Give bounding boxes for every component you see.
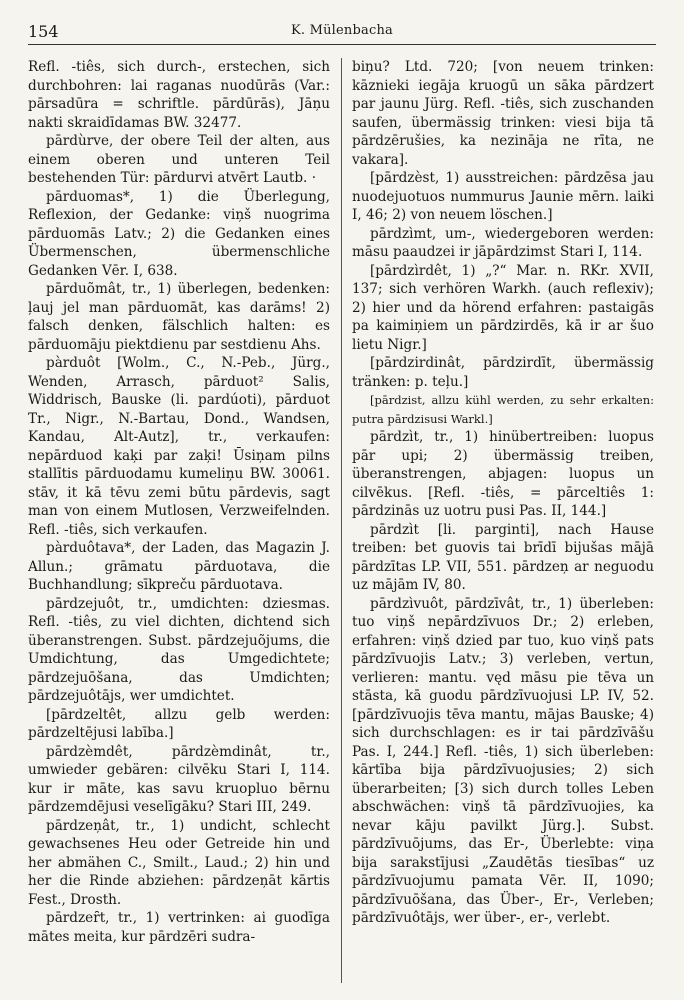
- entry-pardzert: pārdzeȓt, tr., 1) vertrinken: ai guodīga mātes meita, kur pārdzēri sudra-: [28, 910, 330, 945]
- entry-parduomat: pārduõmât, tr., 1) überlegen, bedenken: ļauj jel man pārduomāt, kas darāms! 2) falsch denken, fälschlich halten: es pārduomāju piektdienu par sestdienu Ahs.: [28, 281, 330, 353]
- entry-pardzirdet: [pārdzìrdêt, 1) „?“ Mar. n. RKr. XVII, 137; sich verhören Warkh. (auch reflexiv); 2) hier und da hörend erfahren: pastaigās pa kaimiņiem un pārdzirdēs, kā ir ar šuo lietu Nigr.]: [352, 262, 654, 353]
- page-number: 154: [28, 22, 59, 41]
- entry-pardzit-1: pārdzìt, tr., 1) hinübertreiben: luopus pār upi; 2) übermässig treiben, überanstrengen, abjagen: luopus un cilvēkus. [Refl. -tiês, = pārceltiês 1: pārdzinās uz uotru pusi Pas. II, 144.]: [352, 429, 654, 519]
- entry-continuation: biņu? Ltd. 720; [von neuem trinken: kāznieki iegāja kruogū un sāka pārdzert par jaunu Jürg. Refl. -tiês, sich zuschanden saufen, übermässig trinken: viesi bija tā pārdzērušies, ka nezināja ne rīta, ne vakara].: [352, 59, 654, 168]
- entry-pardzeltet: [pārdzeltêt, allzu gelb werden: pārdzeltējusi labība.]: [28, 706, 330, 741]
- right-column: [352, 58, 654, 988]
- running-title: K. Mülenbacha: [291, 23, 393, 38]
- entry-pardzirdinat: [pārdzirdinât, pārdzirdīt, übermässig tränken: p. teļu.]: [352, 355, 654, 390]
- entry-parduomas: pārduomas*, 1) die Überlegung, Reflexion, der Gedanke: viņš nuogrima pārduomās Latv.; 2) die Gedanken eines Übermenschen, übermenschliche Gedanken Vēr. I, 638.: [28, 188, 330, 279]
- entry-parduotava: pàrduôtava*, der Laden, das Magazin J. Allun.; grāmatu pārduotava, die Buchhandlung; sīkpreču pārduotava.: [28, 540, 330, 593]
- entry-parduot: pàrduôt [Wolm., C., N.-Peb., Jürg., Wenden, Arrasch, pārduot² Salis, Widdrisch, Bauske (li. pardúoti), pārduot Tr., Nigr., N.-Bartau, Dond., Wandsen, Kandau, Alt-Autz], tr., verkaufen: nepārduod kaķi par zaķi! Ūsiņam pilns stallītis pārduodamu kumeliņu BW. 30061. stāv, it kā tēvu zemi būtu pārdevis, sagt man von einem Mutlosen, Verzweifelnden. Refl. -tiês, sich verkaufen.: [28, 355, 330, 538]
- page-header: [28, 20, 656, 45]
- entry-pardzejuot: pārdzejuôt, tr., umdichten: dziesmas. Refl. -tiês, zu viel dichten, dichtend sich überanstrengen. Subst. pārdzejuõjums, die Umdichtung, das Umgedichtete; pārdzejuōšana, das Umdichten; pārdzejuôtājs, wer umdichtet.: [28, 595, 330, 704]
- entry-pardzivuot: pārdzìvuôt, pārdzīvât, tr., 1) überleben: tuo viņš nepārdzīvuos Dr.; 2) erleben, erfahren: viņš dzied par tuo, kuo viņš pats pārdzīvuojis Latv.; 3) verleben, vertun, verlieren: mantu. vęd māsu pie tēva un stāsta, kā guodu pārdzīvuojusi LP. IV, 52. [pārdzīvuojis tēva mantu, mājas Bauske; 4) sich durchschlagen: es ir tai pārdzīvāšu Pas. I, 244.] Refl. -tiês, 1) sich überleben: kārtība bija pārdzīvuojusies; 2) sich überarbeiten; [3) sich durch tolles Leben abschwächen: viņš tā pārdzīvuojies, ka nevar kāju pavilkt Jürg.]. Subst. pārdzīvuōjums, das Er-, Überlebte: viņa bija sarakstījusi „Zaudētās tiesības“ uz pārdzīvuojumu pamata Vēr. II, 1090; pārdzīvuōšana, das Über-, Er-, Verleben; pārdzīvuôtājs, wer über-, er-, verlebt.: [352, 595, 654, 926]
- entry-pardzenat: pārdzeņât, tr., 1) undicht, schlecht gewachsenes Heu oder Getreide hin und her abmähen C., Smilt., Laud.; 2) hin und her die Rinde abziehen: pārdzeņāt kārtis Fest., Drosth.: [28, 817, 330, 908]
- entry-pardzimt: pārdzìmt, um-, wiedergeboren werden: māsu paaudzei ir jāpārdzimst Stari I, 114.: [352, 225, 654, 260]
- entry-pardzist: [pārdzist, allzu kühl werden, zu sehr erkalten: putra pārdzisusi Warkl.]: [352, 393, 654, 426]
- entry-pardurve: pārdùrve, der obere Teil der alten, aus einem oberen und unteren Teil bestehenden Tür: pārdurvi atvērt Lautb. ·: [28, 133, 330, 186]
- left-column: [28, 58, 330, 988]
- entry-pardzit-2: pārdzìt [li. parginti], nach Hause treiben: bet guovis tai brīdī bijušas mājā pārdzītas LP. VII, 551. pārdzeņ ar neguodu uz mājām IV, 80.: [352, 521, 654, 593]
- entry-pardzest: [pārdzèst, 1) ausstreichen: pārdzēsa jau nuodejuotuos nummurus Jaunie mērn. laiki I, 46; 2) von neuem löschen.]: [352, 170, 654, 223]
- column-divider: [341, 58, 342, 983]
- entry-pardzemdet: pārdzèmdêt, pārdzèmdinât, tr., umwieder gebären: cilvēku Stari I, 114. kur ir māte, kas savu kruopluo bērnu pārdzemdējusi veselīgāku? Stari III, 249.: [28, 743, 330, 815]
- entry-continuation: Refl. -tiês, sich durch-, erstechen, sich durchbohren: lai raganas nuodūrās (Var.: pārsadūra = schriftle. pārdūrās), Jāņu nakti skraidīdamas BW. 32477.: [28, 59, 330, 131]
